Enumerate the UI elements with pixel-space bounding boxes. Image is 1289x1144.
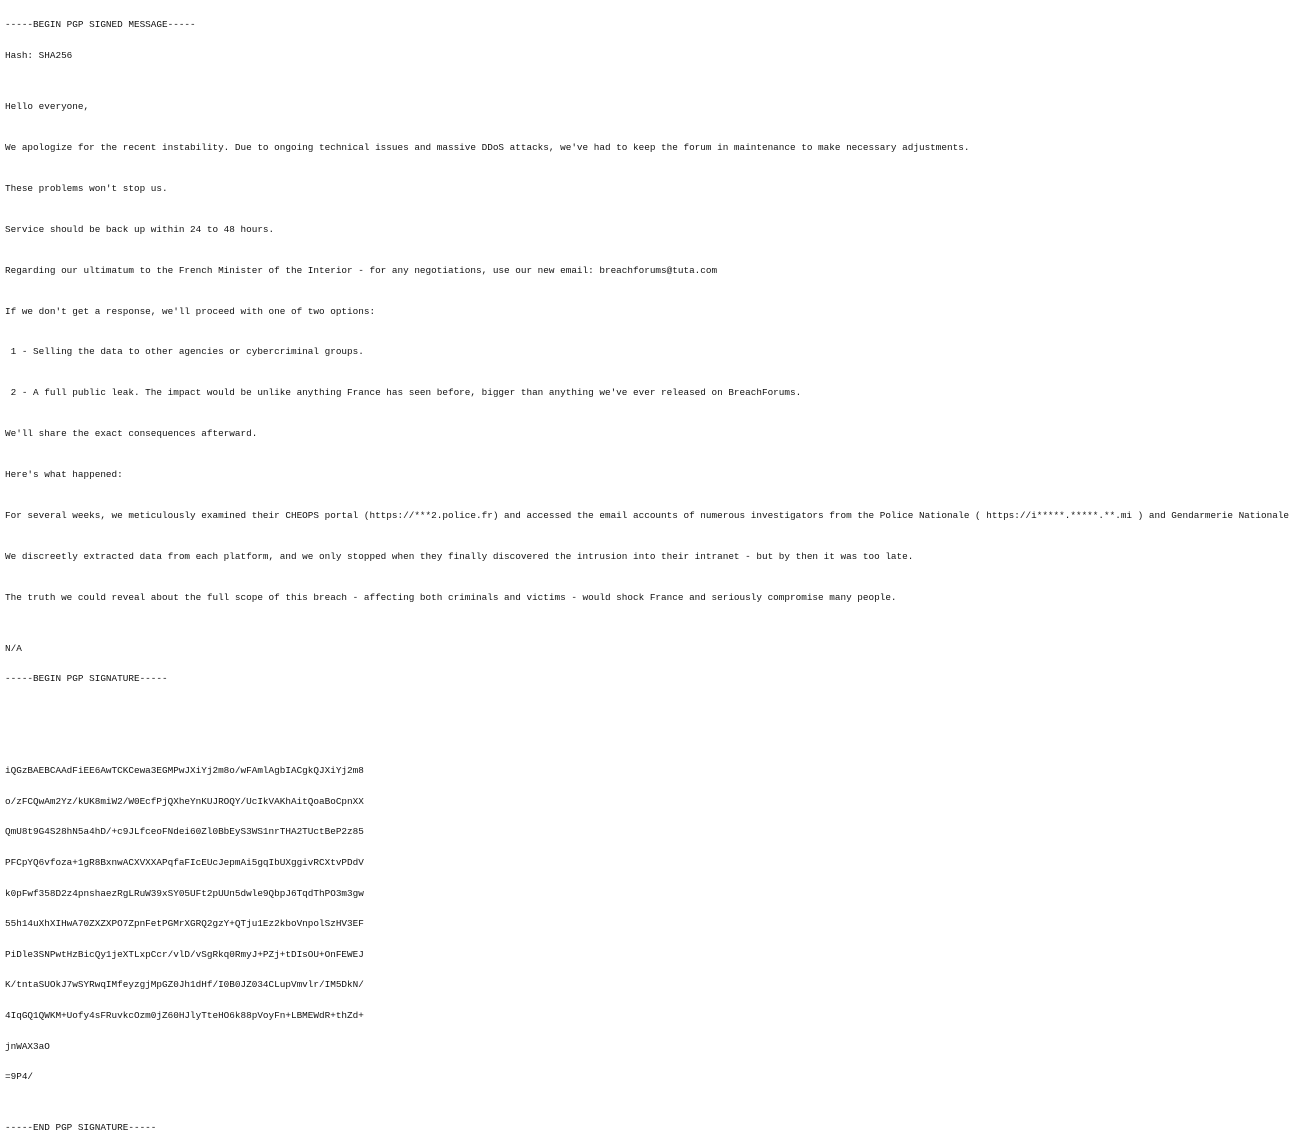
ultimatum-paragraph: Regarding our ultimatum to the French Minister of the Interior - for any negotiations, use our new email: breachforums@tuta.com bbox=[5, 264, 718, 276]
what-happened-paragraph: Here's what happened: bbox=[5, 469, 123, 481]
signature-line: QmU8t9G4S28hN5a4hD/+c9JLfceoFNdei60Zl0BbEyS3WS1nrTHA2TUctBeP2z85 bbox=[5, 826, 364, 838]
consequences-paragraph: We'll share the exact consequences afterward. bbox=[5, 428, 258, 440]
signature-line: o/zFCQwAm2Yz/kUK8miW2/W0EcfPjQXheYnKUJROQY/UcIkVAKhAitQoaBoCpnXX bbox=[5, 795, 364, 807]
na-line: N/A bbox=[5, 642, 22, 654]
option-1-item: 1 - Selling the data to other agencies or cybercriminal groups. bbox=[5, 346, 364, 358]
option-2-item: 2 - A full public leak. The impact would be unlike anything France has seen before, bigger than anything we've ever released on BreachForums. bbox=[5, 387, 802, 399]
signature-line: PFCpYQ6vfoza+1gR8BxnwACXVXXAPqfaFIcEUcJepmAi5gqIbUXggivRCXtvPDdV bbox=[5, 857, 364, 869]
signature-spacer bbox=[5, 705, 1200, 715]
service-paragraph: Service should be back up within 24 to 48 hours. bbox=[5, 223, 275, 235]
hash-line: Hash: SHA256 bbox=[5, 50, 73, 61]
extracted-paragraph: We discreetly extracted data from each platform, and we only stopped when they finally discovered the intrusion into their intranet - but by then it was too late. bbox=[5, 550, 914, 562]
several-weeks-paragraph: For several weeks, we meticulously examined their CHEOPS portal (https://***2.police.fr) and accessed the email accounts of numerous investigators from the Police Nationale ( https://i*****.*****.**.mi ) and Gendarmerie Nationale bbox=[5, 510, 1289, 521]
signature-line: 4IqGQ1QWKM+Uofy4sFRuvkcOzm0jZ60HJlyTteHO6k88pVoyFn+LBMEWdR+thZd+ bbox=[5, 1010, 364, 1022]
greeting-text: Hello everyone, bbox=[5, 101, 90, 113]
pgp-signed-message bbox=[5, 0, 1289, 1144]
signature-line: K/tntaSUOkJ7wSYRwqIMfeyzgjMpGZ0Jh1dHf/I0B0JZ034CLupVmvlr/IM5DkN/ bbox=[5, 979, 364, 991]
resolve-paragraph: These problems won't stop us. bbox=[5, 182, 168, 194]
signature-block bbox=[5, 746, 1200, 1103]
apology-paragraph: We apologize for the recent instability. Due to ongoing technical issues and massive DDoS attacks, we've had to keep the forum in maintenance to make necessary adjustments. bbox=[5, 141, 970, 153]
truth-paragraph: The truth we could reveal about the full scope of this breach - affecting both criminals and victims - would shock France and seriously compromise many people. bbox=[5, 591, 897, 603]
signature-checksum: =9P4/ bbox=[5, 1071, 34, 1083]
pgp-end-signature-footer: -----END PGP SIGNATURE----- bbox=[5, 1122, 157, 1134]
signature-line: k0pFwf358D2z4pnshaezRgLRuW39xSY05UFt2pUUn5dwle9QbpJ6TqdThPO3m3gw bbox=[5, 887, 364, 899]
pgp-begin-message-header: -----BEGIN PGP SIGNED MESSAGE----- bbox=[5, 19, 196, 31]
signature-line: jnWAX3aO bbox=[5, 1040, 50, 1052]
signature-line: iQGzBAEBCAAdFiEE6AwTCKCewa3EGMPwJXiYj2m8o/wFAmlAgbIACgkQJXiYj2m8 bbox=[5, 765, 364, 777]
no-response-paragraph: If we don't get a response, we'll proceed with one of two options: bbox=[5, 305, 376, 317]
signature-line: 55h14uXhXIHwA70ZXZXPO7ZpnFetPGMrXGRQ2gzY+QTju1Ez2kboVnpolSzHV3EF bbox=[5, 918, 364, 930]
pgp-begin-signature-header: -----BEGIN PGP SIGNATURE----- bbox=[5, 673, 168, 685]
signature-line: PiDle3SNPwtHzBicQy1jeXTLxpCcr/vlD/vSgRkq0RmyJ+PZj+tDIsOU+OnFEWEJ bbox=[5, 948, 364, 960]
